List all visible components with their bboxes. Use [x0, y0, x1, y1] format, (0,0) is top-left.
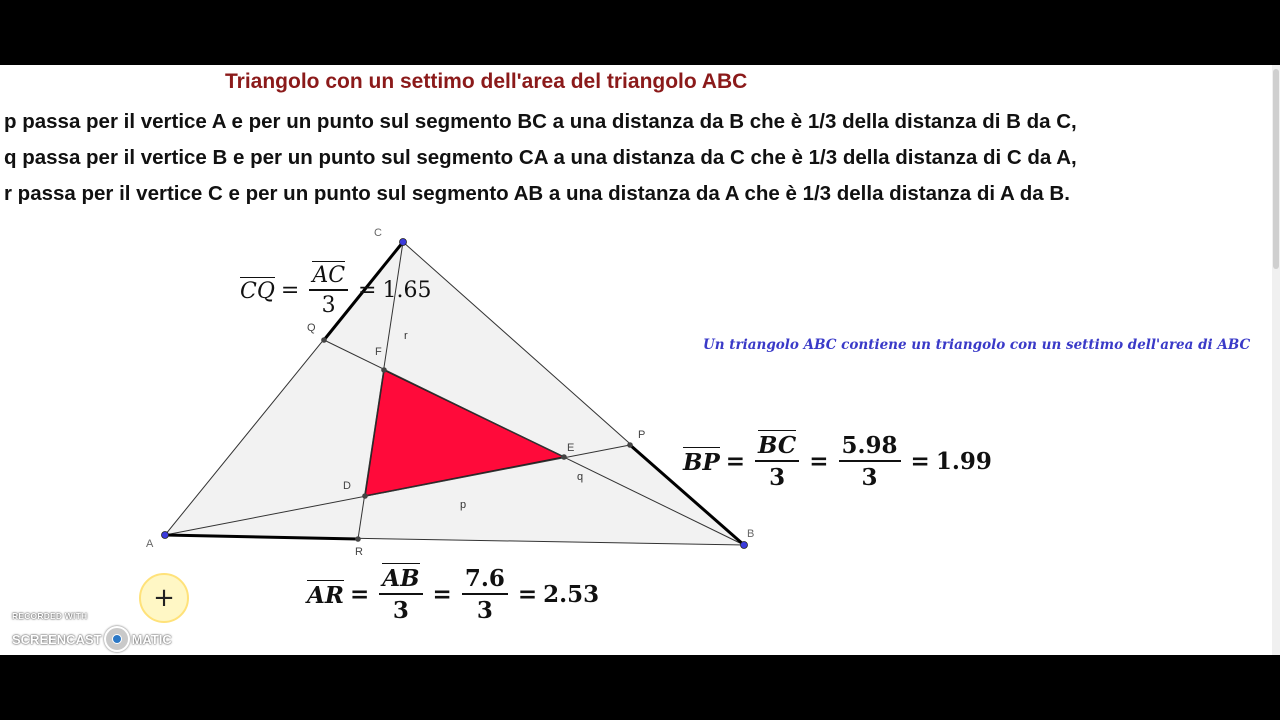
- screencast-logo-icon: [104, 626, 130, 652]
- formula-cq-lhs: CQ: [240, 279, 275, 304]
- point-d[interactable]: [362, 493, 368, 499]
- definition-line-r: r passa per il vertice C e per un punto sul segmento AB a una distanza da A che è 1/3 della distanza di A da B.: [4, 182, 1070, 205]
- formula-bp-eq2: =: [809, 448, 829, 475]
- point-f[interactable]: [381, 367, 387, 373]
- formula-bp: [683, 432, 992, 491]
- formula-ar-num2: 7.6: [462, 565, 508, 595]
- formula-cq: [240, 263, 431, 318]
- formula-cq-eq2: =: [358, 278, 377, 303]
- formula-ar-fraction2: [462, 565, 508, 624]
- label-a: A: [146, 538, 154, 550]
- formula-cq-num: AC: [312, 263, 346, 288]
- point-c[interactable]: [400, 239, 407, 246]
- label-p: P: [638, 429, 646, 441]
- label-r: R: [355, 546, 363, 558]
- label-e: E: [567, 442, 575, 454]
- formula-bp-result: 1.99: [935, 448, 992, 475]
- geometry-canvas[interactable]: [0, 65, 1280, 655]
- label-b: B: [747, 528, 755, 540]
- formula-bp-fraction2: [839, 432, 901, 491]
- formula-ar: [307, 565, 599, 624]
- label-line-p: p: [460, 499, 467, 511]
- label-d: D: [343, 480, 351, 492]
- point-b[interactable]: [741, 542, 748, 549]
- formula-cq-result: 1.65: [382, 278, 432, 303]
- formula-ar-num: AB: [382, 565, 420, 592]
- point-q[interactable]: [321, 337, 327, 343]
- watermark-left: SCREENCAST: [12, 631, 102, 647]
- formula-ar-lhs: AR: [307, 582, 344, 609]
- formula-bp-num: BC: [758, 432, 797, 459]
- formula-bp-eq: =: [725, 448, 746, 475]
- point-a[interactable]: [162, 532, 169, 539]
- formula-cq-eq: =: [280, 278, 300, 303]
- formula-bp-eq3: =: [910, 448, 930, 475]
- formula-ar-fraction: [379, 565, 422, 624]
- label-f: F: [375, 346, 382, 358]
- formula-bp-den: 3: [769, 464, 786, 491]
- caption-text: Un triangolo ABC contiene un triangolo con un settimo dell'area di ABC: [703, 337, 1251, 353]
- formula-ar-eq: =: [349, 581, 370, 608]
- formula-cq-fraction: [309, 263, 348, 318]
- label-c: C: [374, 227, 382, 239]
- definition-line-p: p passa per il vertice A e per un punto sul segmento BC a una distanza da B che è 1/3 della distanza di B da C,: [4, 110, 1077, 133]
- formula-cq-den: 3: [321, 293, 336, 318]
- watermark-recorded-with: RECORDED WITH: [12, 611, 88, 621]
- label-q: Q: [307, 322, 316, 334]
- formula-bp-lhs: BP: [683, 449, 720, 476]
- formula-bp-num2: 5.98: [839, 432, 901, 462]
- mouse-cursor-highlight: [139, 573, 189, 623]
- formula-bp-fraction: [755, 432, 799, 491]
- formula-ar-eq3: =: [517, 581, 538, 608]
- formula-ar-eq2: =: [432, 581, 452, 608]
- construction-figure: [0, 65, 1280, 655]
- crosshair-icon: +: [153, 583, 175, 613]
- label-line-r: r: [404, 330, 408, 342]
- definition-line-q: q passa per il vertice B e per un punto sul segmento CA a una distanza da C che è 1/3 della distanza di C da A,: [4, 146, 1077, 169]
- formula-bp-den2: 3: [861, 464, 878, 491]
- page-title: Triangolo con un settimo dell'area del triangolo ABC: [225, 70, 748, 93]
- watermark-right: MATIC: [131, 631, 172, 647]
- point-e[interactable]: [561, 454, 567, 460]
- formula-ar-den2: 3: [476, 597, 493, 624]
- point-r[interactable]: [355, 536, 361, 542]
- watermark-screencast: [12, 626, 172, 652]
- point-p[interactable]: [627, 442, 633, 448]
- formula-ar-result: 2.53: [543, 581, 600, 608]
- formula-ar-den: 3: [392, 597, 409, 624]
- label-line-q: q: [577, 471, 584, 483]
